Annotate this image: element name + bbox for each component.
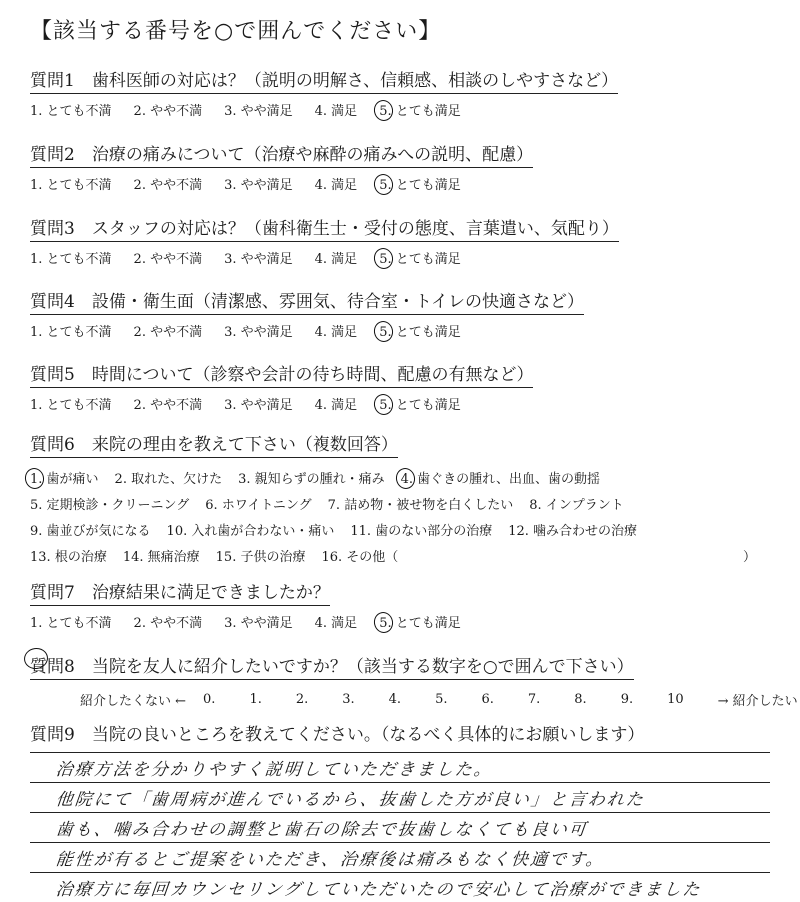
option-2[interactable]: 2. やや不満: [133, 616, 203, 631]
question-2-title: 質問2 治療の痛みについて（治療や麻酔の痛みへの説明、配慮）: [30, 140, 533, 168]
scale-value[interactable]: 9.: [620, 692, 634, 707]
question-2: [30, 140, 770, 193]
q9-answer-area: [30, 752, 770, 902]
q6-close-paren: ）: [742, 549, 756, 565]
option-1[interactable]: 1. とても不満: [30, 252, 112, 267]
option-10[interactable]: 10. 入れ歯が合わない・痛い: [166, 523, 335, 539]
handwritten-text: 能性が有るとご提案をいただき、治療後は痛みもなく快適です。: [54, 850, 606, 870]
scale-value[interactable]: 3.: [342, 692, 355, 707]
option-1[interactable]: 1. とても不満: [30, 398, 112, 413]
q6-row-3: [30, 516, 770, 542]
answer-line: [30, 813, 770, 843]
scale-left-label: 紹介したくない ←: [80, 694, 187, 709]
scale-value[interactable]: 5.: [435, 692, 448, 707]
question-6-options: [30, 464, 770, 568]
scale-value[interactable]: 8.: [574, 692, 587, 707]
question-6: [30, 430, 770, 568]
option-3[interactable]: 3. やや満足: [224, 178, 293, 193]
question-5: [30, 360, 770, 413]
question-9: [30, 720, 770, 747]
option-4[interactable]: 4. 歯ぐきの腫れ、出血、歯の動揺: [400, 471, 600, 487]
option-5[interactable]: 5. とても満足: [379, 104, 461, 119]
question-1-options: [30, 100, 770, 119]
option-5[interactable]: 5. とても満足: [379, 178, 461, 193]
option-2[interactable]: 2. やや不満: [133, 398, 203, 413]
q6-row-4: [30, 542, 770, 568]
option-15[interactable]: 15. 子供の治療: [215, 549, 306, 565]
option-11[interactable]: 11. 歯のない部分の治療: [350, 523, 493, 539]
option-4[interactable]: 4. 満足: [314, 104, 358, 119]
question-1: [30, 66, 770, 119]
question-5-title: 質問5 時間について（診察や会計の待ち時間、配慮の有無など）: [30, 360, 533, 388]
option-2[interactable]: 2. やや不満: [133, 325, 203, 340]
scale-value[interactable]: 2.: [295, 692, 309, 707]
handwritten-text: 他院にて「歯周病が進んでいるから、抜歯した方が良い」と言われた: [54, 790, 646, 810]
answer-line: [30, 752, 770, 783]
option-5[interactable]: 5. 定期検診・クリーニング: [30, 497, 190, 513]
option-6[interactable]: 6. ホワイトニング: [205, 497, 312, 513]
question-4-options: [30, 321, 770, 340]
question-3-title: 質問3 スタッフの対応は？（歯科衛生士・受付の態度、言葉遣い、気配り）: [30, 214, 619, 242]
question-4-title: 質問4 設備・衛生面（清潔感、雰囲気、待合室・トイレの快適さなど）: [30, 287, 584, 315]
handwritten-text: 治療方法を分かりやすく説明していただきました。: [54, 760, 494, 780]
option-3[interactable]: 3. やや満足: [224, 104, 293, 119]
option-16[interactable]: 16. その他（: [321, 549, 399, 565]
question-2-options: [30, 174, 770, 193]
option-7[interactable]: 7. 詰め物・被せ物を白くしたい: [327, 497, 514, 513]
handwritten-text: 治療方に毎回カウンセリングしていただいたので安心して治療ができました: [54, 880, 703, 900]
scale-value[interactable]: 0.: [203, 692, 216, 707]
option-2[interactable]: 2. やや不満: [133, 252, 203, 267]
option-5[interactable]: 5. とても満足: [379, 252, 461, 267]
question-8: [30, 652, 798, 709]
option-2[interactable]: 2. 取れた、欠けた: [114, 471, 223, 487]
answer-line: [30, 783, 770, 813]
question-5-options: [30, 394, 770, 413]
option-5[interactable]: 5. とても満足: [379, 398, 461, 413]
scale-value[interactable]: 7.: [527, 692, 541, 707]
option-12[interactable]: 12. 噛み合わせの治療: [508, 523, 638, 539]
option-3[interactable]: 3. やや満足: [224, 252, 293, 267]
option-2[interactable]: 2. やや不満: [133, 104, 203, 119]
option-13[interactable]: 13. 根の治療: [30, 549, 107, 565]
option-5[interactable]: 5. とても満足: [379, 616, 461, 631]
question-3-options: [30, 248, 770, 267]
question-9-title: 質問9 当院の良いところを教えてください。（なるべく具体的にお願いします）: [30, 725, 645, 745]
scale-value[interactable]: 10: [667, 692, 684, 707]
option-4[interactable]: 4. 満足: [314, 398, 358, 413]
scale-value[interactable]: 6.: [481, 692, 494, 707]
instruction-header: 【該当する番号を○で囲んでください】: [30, 19, 442, 44]
question-8-title: 質問8 当院を友人に紹介したいですか？（該当する数字を○で囲んで下さい）: [30, 652, 634, 680]
option-5[interactable]: 5. とても満足: [379, 325, 461, 340]
option-8[interactable]: 8. インプラント: [529, 497, 624, 513]
scale-value[interactable]: 4.: [388, 692, 402, 707]
option-4[interactable]: 4. 満足: [314, 616, 358, 631]
option-4[interactable]: 4. 満足: [314, 325, 358, 340]
question-3: [30, 214, 770, 267]
question-4: [30, 287, 770, 340]
question-8-scale: [30, 690, 798, 709]
answer-line: [30, 873, 770, 902]
answer-line: [30, 843, 770, 873]
option-14[interactable]: 14. 無痛治療: [122, 549, 200, 565]
question-7-options: [30, 612, 770, 631]
option-1[interactable]: 1. 歯が痛い: [30, 471, 99, 487]
scale-value[interactable]: 1.: [249, 692, 262, 707]
option-1[interactable]: 1. とても不満: [30, 616, 112, 631]
q6-row-1: [30, 464, 770, 490]
scale-numbers: [203, 692, 718, 707]
option-1[interactable]: 1. とても不満: [30, 325, 112, 340]
handwritten-text: 歯も、噛み合わせの調整と歯石の除去で抜歯しなくても良い可: [54, 820, 589, 840]
option-1[interactable]: 1. とても不満: [30, 178, 112, 193]
option-1[interactable]: 1. とても不満: [30, 104, 112, 119]
option-2[interactable]: 2. やや不満: [133, 178, 203, 193]
option-3[interactable]: 3. やや満足: [224, 616, 293, 631]
option-3[interactable]: 3. 親知らずの腫れ・痛み: [238, 471, 385, 487]
option-9[interactable]: 9. 歯並びが気になる: [30, 523, 151, 539]
question-7-title: 質問7 治療結果に満足できましたか？: [30, 578, 330, 606]
option-3[interactable]: 3. やや満足: [224, 325, 293, 340]
option-4[interactable]: 4. 満足: [314, 252, 358, 267]
question-1-title: 質問1 歯科医師の対応は？（説明の明解さ、信頼感、相談のしやすさなど）: [30, 66, 618, 94]
question-7: [30, 578, 770, 631]
q6-row-2: [30, 490, 770, 516]
scale-right-label: → 紹介したい: [717, 694, 798, 709]
question-6-title: 質問6 来院の理由を教えて下さい（複数回答）: [30, 430, 398, 458]
option-3[interactable]: 3. やや満足: [224, 398, 293, 413]
option-4[interactable]: 4. 満足: [314, 178, 358, 193]
